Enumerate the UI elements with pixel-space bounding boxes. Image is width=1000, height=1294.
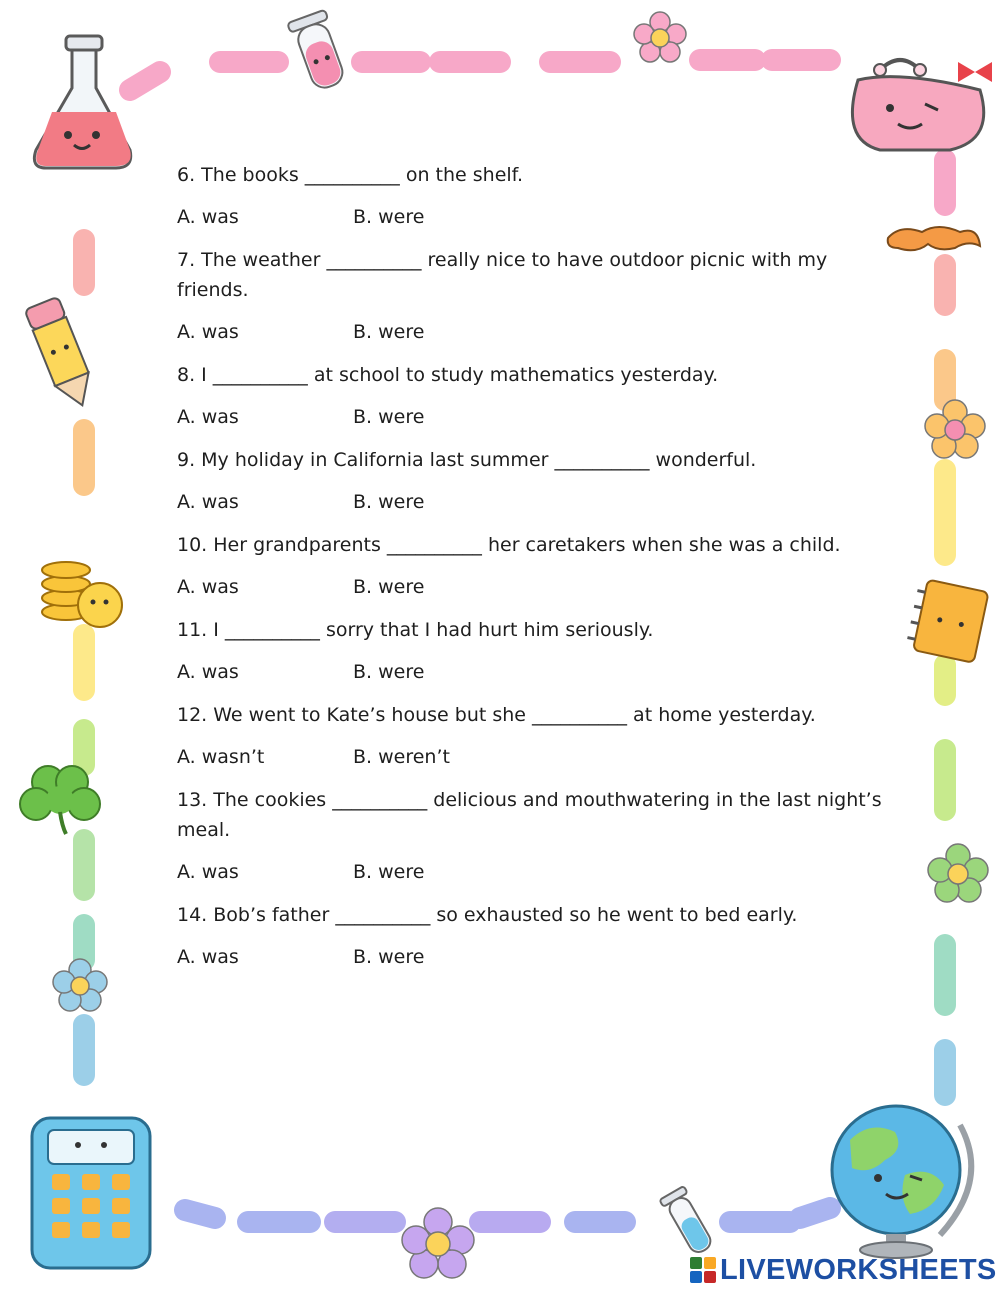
flower-icon (402, 1208, 474, 1278)
flower-icon (53, 959, 107, 1011)
option-b[interactable]: B. were (353, 206, 425, 228)
option-b[interactable]: B. were (353, 321, 425, 343)
liveworksheets-logo-text: LIVEWORKSHEETS (720, 1253, 997, 1286)
pencil-icon (24, 297, 99, 412)
option-a[interactable]: A. was (177, 861, 239, 883)
worksheet-content (177, 160, 897, 985)
option-b[interactable]: B. were (353, 576, 425, 598)
answer-options (177, 657, 897, 687)
option-a[interactable]: A. was (177, 946, 239, 968)
clover-icon (20, 766, 100, 834)
test-tube-icon (287, 10, 350, 93)
option-a[interactable]: A. was (177, 491, 239, 513)
option-a[interactable]: A. was (177, 661, 239, 683)
option-b[interactable]: B. were (353, 406, 425, 428)
answer-options (177, 942, 897, 972)
answer-options (177, 572, 897, 602)
question-text: 12. We went to Kate’s house but she __________ at home yesterday. (177, 704, 816, 726)
test-tube-icon (659, 1186, 716, 1257)
answer-options (177, 202, 897, 232)
coin-purse-icon (852, 60, 992, 150)
option-b[interactable]: B. were (353, 861, 425, 883)
option-a[interactable]: A. was (177, 321, 239, 343)
question-text: 11. I __________ sorry that I had hurt him seriously. (177, 619, 654, 641)
answer-options (177, 857, 897, 887)
question-text: 13. The cookies __________ delicious and mouthwatering in the last night’s meal. (177, 789, 882, 841)
flower-icon (925, 400, 985, 458)
option-a[interactable]: A. wasn’t (177, 746, 265, 768)
option-a[interactable]: A. was (177, 576, 239, 598)
answer-options (177, 317, 897, 347)
question-text: 9. My holiday in California last summer __________ wonderful. (177, 449, 757, 471)
option-b[interactable]: B. weren’t (353, 746, 450, 768)
frame-top-border (130, 60, 830, 90)
answer-options (177, 402, 897, 432)
answer-options (177, 487, 897, 517)
option-b[interactable]: B. were (353, 491, 425, 513)
answer-options (177, 742, 897, 772)
option-b[interactable]: B. were (353, 946, 425, 968)
question-text: 7. The weather __________ really nice to have outdoor picnic with my friends. (177, 249, 828, 301)
flask-icon (34, 36, 130, 168)
flower-icon (634, 12, 686, 62)
globe-icon (832, 1106, 971, 1258)
flower-icon (928, 844, 988, 902)
option-b[interactable]: B. were (353, 661, 425, 683)
mustache-icon (888, 227, 980, 250)
calculator-icon (32, 1118, 150, 1268)
notebook-icon (905, 578, 988, 663)
frame-bottom-border (185, 1208, 830, 1222)
option-a[interactable]: A. was (177, 206, 239, 228)
liveworksheets-logo-icon (690, 1257, 716, 1283)
question-text: 14. Bob’s father __________ so exhausted so he went to bed early. (177, 904, 798, 926)
question-text: 6. The books __________ on the shelf. (177, 164, 524, 186)
liveworksheets-logo (690, 1252, 997, 1288)
question-text: 8. I __________ at school to study mathematics yesterday. (177, 364, 719, 386)
coins-icon (42, 562, 122, 627)
option-a[interactable]: A. was (177, 406, 239, 428)
question-text: 10. Her grandparents __________ her caretakers when she was a child. (177, 534, 841, 556)
